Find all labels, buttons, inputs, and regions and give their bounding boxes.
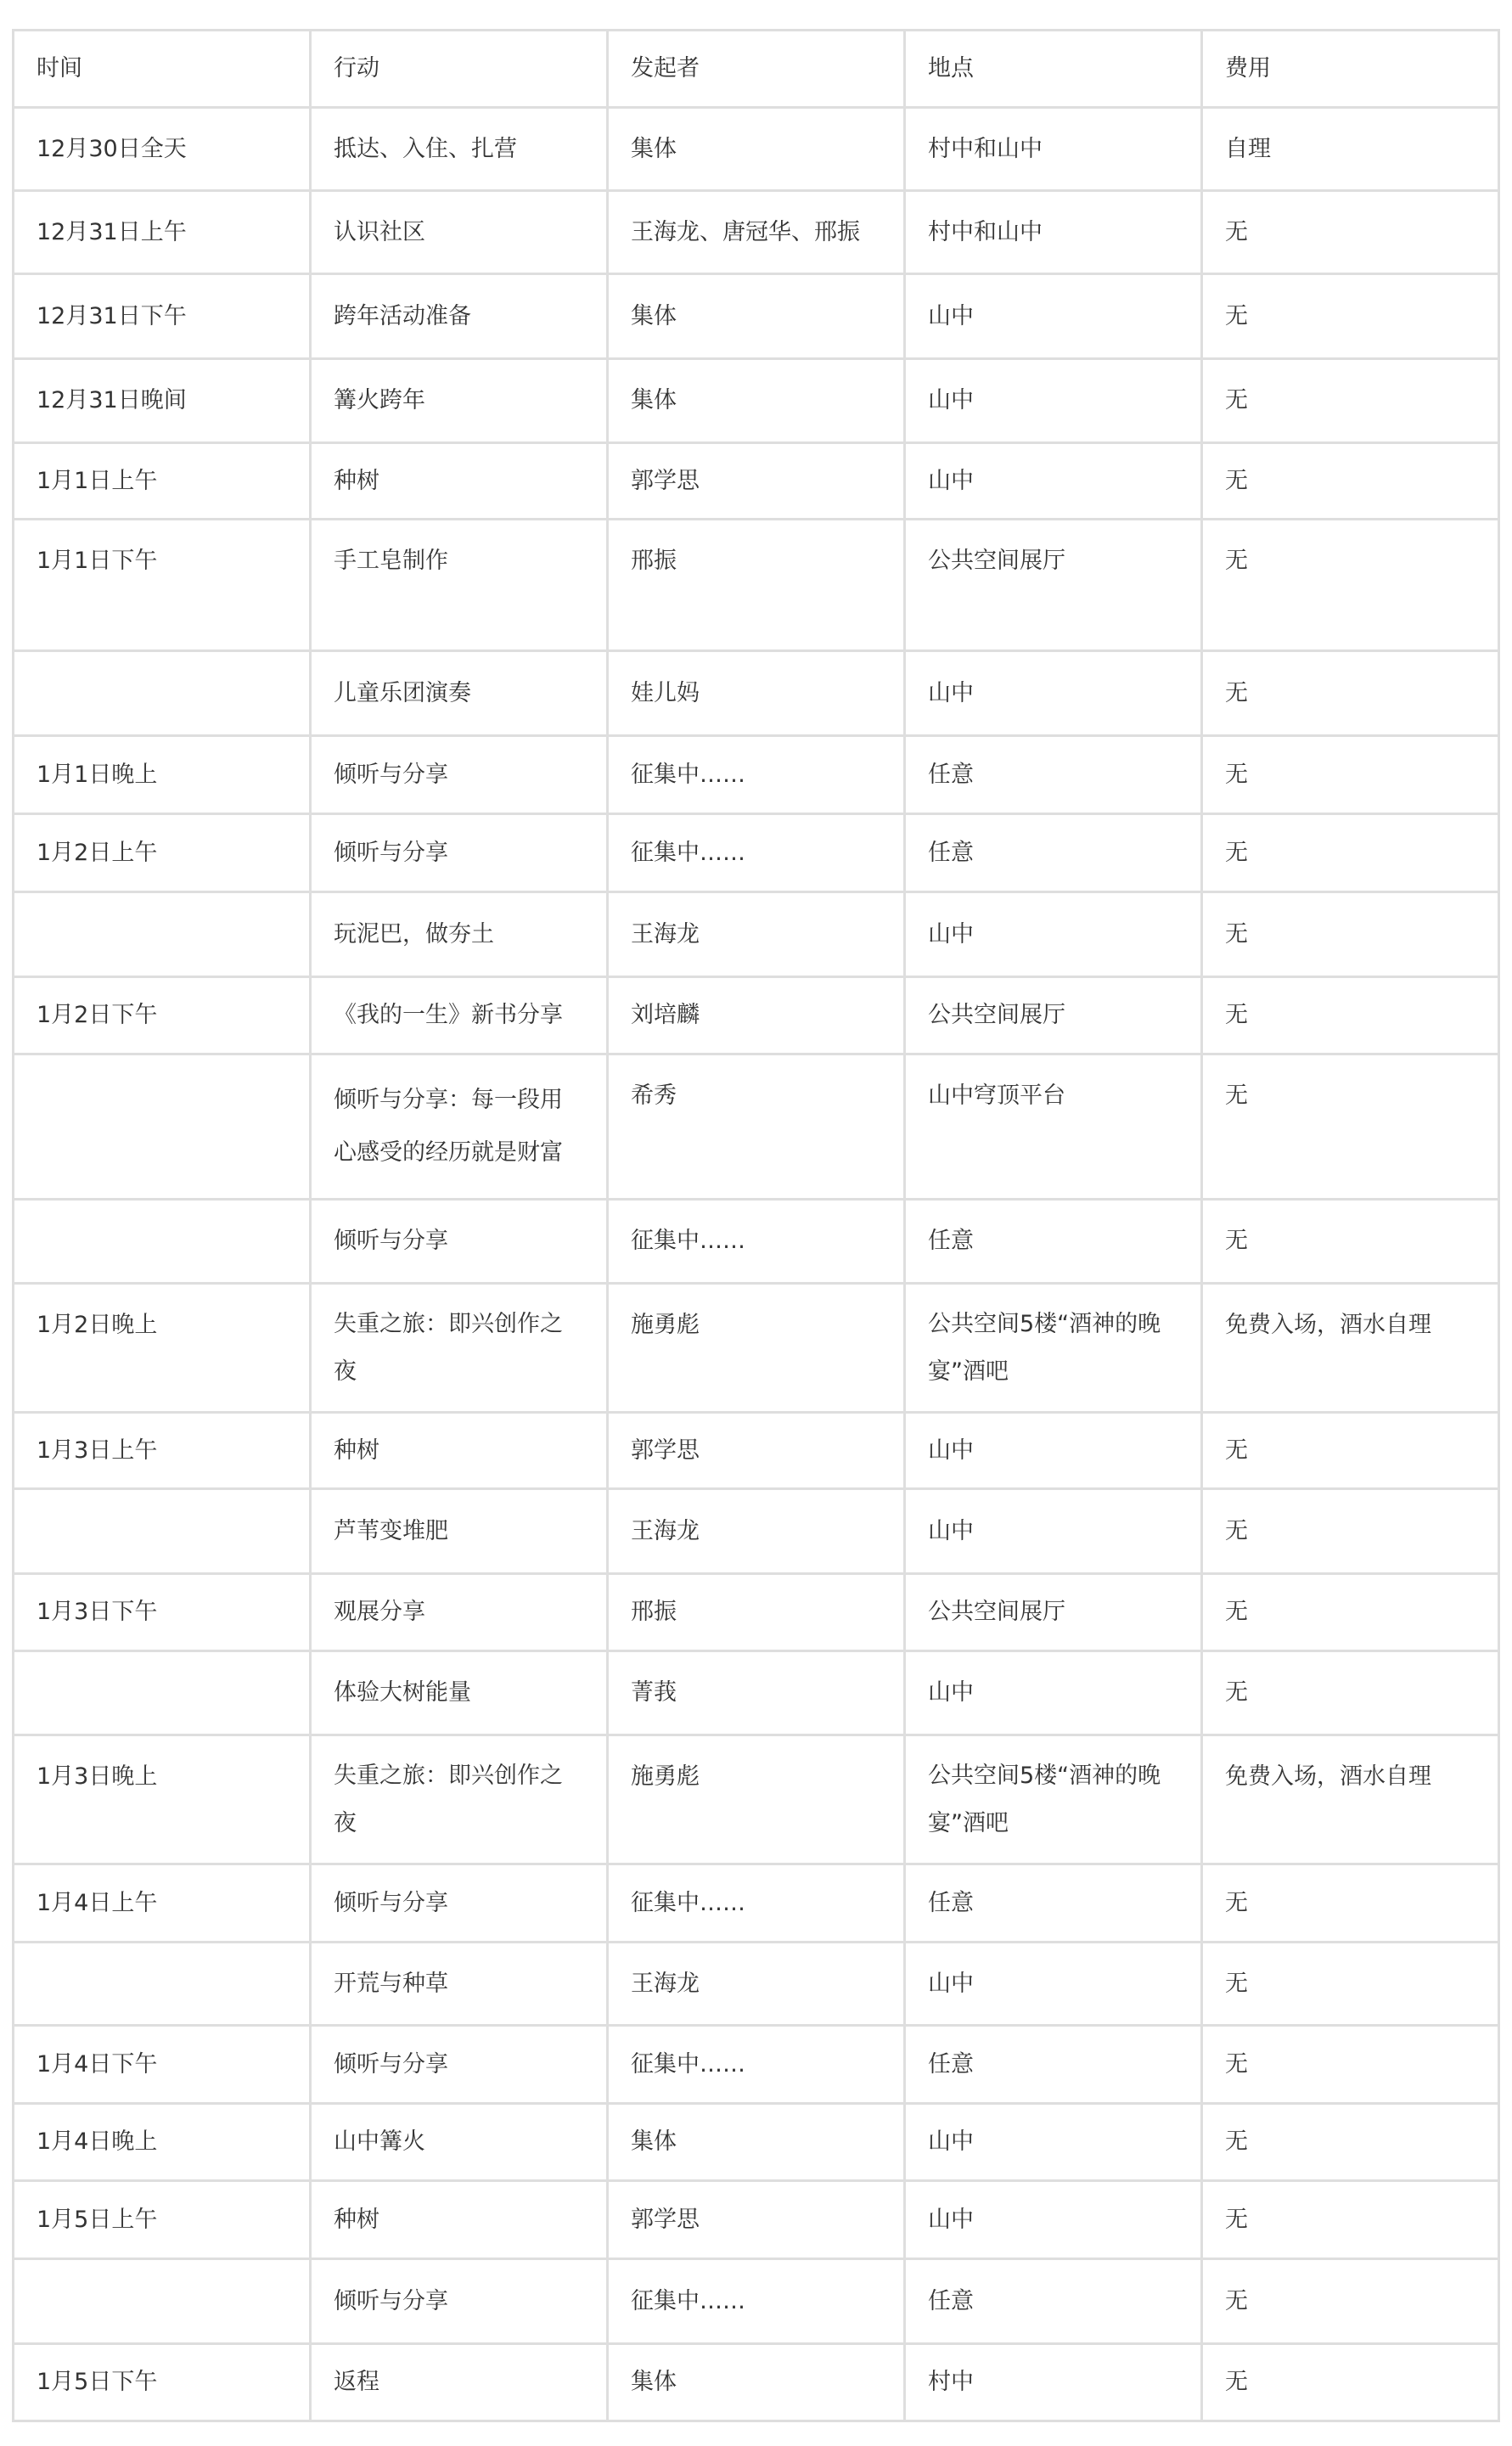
cell-location: 任意: [905, 1864, 1202, 1943]
cell-cost: 无: [1202, 892, 1499, 977]
cell-activity: 种树: [311, 2181, 608, 2259]
cell-activity: 失重之旅：即兴创作之夜: [311, 1735, 608, 1864]
cell-organizer: 施勇彪: [608, 1284, 905, 1413]
cell-cost: 无: [1202, 359, 1499, 443]
cell-location: 山中: [905, 892, 1202, 977]
cell-cost: 无: [1202, 1413, 1499, 1489]
cell-activity: 篝火跨年: [311, 359, 608, 443]
cell-time: 1月1日晚上: [14, 736, 311, 814]
cell-activity: 倾听与分享：每一段用心感受的经历就是财富: [311, 1054, 608, 1200]
cell-cost: 无: [1202, 736, 1499, 814]
cell-cost: 免费入场，酒水自理: [1202, 1284, 1499, 1413]
cell-activity: 倾听与分享: [311, 2026, 608, 2104]
cell-time: 1月3日上午: [14, 1413, 311, 1489]
cell-organizer: 集体: [608, 2104, 905, 2181]
cell-location: 任意: [905, 2026, 1202, 2104]
cell-location: 山中: [905, 443, 1202, 520]
cell-time: [14, 651, 311, 736]
table-row: [14, 1574, 1499, 1651]
cell-activity: 手工皂制作: [311, 520, 608, 651]
cell-activity: 倾听与分享: [311, 814, 608, 892]
cell-cost: 无: [1202, 651, 1499, 736]
cell-organizer: 集体: [608, 2344, 905, 2421]
cell-organizer: 王海龙、唐冠华、邢振: [608, 191, 905, 274]
cell-time: 1月3日晚上: [14, 1735, 311, 1864]
cell-time: 12月31日上午: [14, 191, 311, 274]
table-row: [14, 1489, 1499, 1574]
cell-cost: 无: [1202, 443, 1499, 520]
cell-activity: 观展分享: [311, 1574, 608, 1651]
cell-cost: 无: [1202, 1489, 1499, 1574]
cell-location: 任意: [905, 814, 1202, 892]
cell-time: 1月5日上午: [14, 2181, 311, 2259]
cell-organizer: 希秀: [608, 1054, 905, 1200]
cell-activity: 玩泥巴，做夯土: [311, 892, 608, 977]
table-row: [14, 892, 1499, 977]
table-row: [14, 1200, 1499, 1284]
cell-time: [14, 1651, 311, 1735]
cell-organizer: 施勇彪: [608, 1735, 905, 1864]
schedule-table: [12, 29, 1500, 2422]
cell-time: [14, 1200, 311, 1284]
cell-time: 1月2日上午: [14, 814, 311, 892]
cell-time: 1月2日下午: [14, 977, 311, 1054]
table-row: [14, 736, 1499, 814]
cell-organizer: 刘培麟: [608, 977, 905, 1054]
cell-time: [14, 1489, 311, 1574]
table-row: [14, 1413, 1499, 1489]
cell-cost: 无: [1202, 2104, 1499, 2181]
cell-time: 1月5日下午: [14, 2344, 311, 2421]
cell-cost: 无: [1202, 2026, 1499, 2104]
cell-cost: 无: [1202, 1054, 1499, 1200]
cell-activity: 认识社区: [311, 191, 608, 274]
cell-time: [14, 892, 311, 977]
cell-activity: 种树: [311, 1413, 608, 1489]
table-header-row: [14, 31, 1499, 108]
cell-time: 12月31日下午: [14, 274, 311, 359]
cell-activity: 倾听与分享: [311, 736, 608, 814]
cell-location: 公共空间5楼“酒神的晚宴”酒吧: [905, 1284, 1202, 1413]
table-row: [14, 274, 1499, 359]
table-row: [14, 191, 1499, 274]
cell-organizer: 集体: [608, 274, 905, 359]
table-row: [14, 814, 1499, 892]
cell-activity: 儿童乐团演奏: [311, 651, 608, 736]
table-row: [14, 2104, 1499, 2181]
cell-organizer: 征集中……: [608, 1864, 905, 1943]
cell-organizer: 征集中……: [608, 2259, 905, 2344]
cell-organizer: 郭学思: [608, 2181, 905, 2259]
table-row: [14, 977, 1499, 1054]
cell-cost: 无: [1202, 520, 1499, 651]
cell-location: 村中和山中: [905, 191, 1202, 274]
cell-location: 公共空间展厅: [905, 1574, 1202, 1651]
cell-activity: 体验大树能量: [311, 1651, 608, 1735]
table-row: [14, 108, 1499, 191]
table-row: [14, 520, 1499, 651]
cell-organizer: 郭学思: [608, 443, 905, 520]
cell-cost: 无: [1202, 1864, 1499, 1943]
cell-activity: 跨年活动准备: [311, 274, 608, 359]
cell-cost: 无: [1202, 2259, 1499, 2344]
cell-location: 任意: [905, 736, 1202, 814]
header-location: 地点: [905, 31, 1202, 108]
cell-cost: 无: [1202, 1574, 1499, 1651]
cell-cost: 无: [1202, 2344, 1499, 2421]
header-time: 时间: [14, 31, 311, 108]
cell-organizer: 邢振: [608, 520, 905, 651]
table-row: [14, 2026, 1499, 2104]
table-row: [14, 1054, 1499, 1200]
table-row: [14, 651, 1499, 736]
cell-organizer: 王海龙: [608, 892, 905, 977]
cell-cost: 无: [1202, 1943, 1499, 2026]
header-organizer: 发起者: [608, 31, 905, 108]
cell-activity: 芦苇变堆肥: [311, 1489, 608, 1574]
header-activity: 行动: [311, 31, 608, 108]
cell-cost: 无: [1202, 2181, 1499, 2259]
table-row: [14, 1864, 1499, 1943]
cell-activity: 倾听与分享: [311, 1864, 608, 1943]
cell-location: 公共空间5楼“酒神的晚宴”酒吧: [905, 1735, 1202, 1864]
cell-cost: 无: [1202, 814, 1499, 892]
cell-time: 1月4日下午: [14, 2026, 311, 2104]
cell-activity: 种树: [311, 443, 608, 520]
cell-activity: 倾听与分享: [311, 1200, 608, 1284]
cell-cost: 无: [1202, 274, 1499, 359]
cell-location: 山中穹顶平台: [905, 1054, 1202, 1200]
cell-location: 山中: [905, 274, 1202, 359]
cell-time: 1月4日晚上: [14, 2104, 311, 2181]
table-row: [14, 2344, 1499, 2421]
cell-location: 任意: [905, 2259, 1202, 2344]
cell-location: 山中: [905, 1413, 1202, 1489]
cell-organizer: 邢振: [608, 1574, 905, 1651]
cell-cost: 免费入场，酒水自理: [1202, 1735, 1499, 1864]
cell-organizer: 集体: [608, 108, 905, 191]
cell-time: 1月3日下午: [14, 1574, 311, 1651]
cell-location: 山中: [905, 359, 1202, 443]
cell-location: 村中: [905, 2344, 1202, 2421]
table-row: [14, 443, 1499, 520]
cell-organizer: 王海龙: [608, 1489, 905, 1574]
cell-activity: 抵达、入住、扎营: [311, 108, 608, 191]
cell-location: 山中: [905, 1489, 1202, 1574]
cell-time: 12月30日全天: [14, 108, 311, 191]
cell-location: 任意: [905, 1200, 1202, 1284]
cell-location: 山中: [905, 2104, 1202, 2181]
cell-organizer: 集体: [608, 359, 905, 443]
cell-activity: 开荒与种草: [311, 1943, 608, 2026]
cell-time: 1月4日上午: [14, 1864, 311, 1943]
cell-activity: 山中篝火: [311, 2104, 608, 2181]
table-row: [14, 359, 1499, 443]
cell-location: 村中和山中: [905, 108, 1202, 191]
cell-location: 山中: [905, 2181, 1202, 2259]
cell-cost: 无: [1202, 1200, 1499, 1284]
cell-time: [14, 2259, 311, 2344]
cell-location: 山中: [905, 651, 1202, 736]
cell-time: [14, 1054, 311, 1200]
cell-organizer: 王海龙: [608, 1943, 905, 2026]
cell-activity: 《我的一生》新书分享: [311, 977, 608, 1054]
cell-organizer: 郭学思: [608, 1413, 905, 1489]
cell-cost: 无: [1202, 191, 1499, 274]
cell-location: 山中: [905, 1651, 1202, 1735]
cell-organizer: 菁莪: [608, 1651, 905, 1735]
cell-time: 1月2日晚上: [14, 1284, 311, 1413]
cell-organizer: 征集中……: [608, 1200, 905, 1284]
cell-organizer: 征集中……: [608, 814, 905, 892]
cell-location: 山中: [905, 1943, 1202, 2026]
table-row: [14, 2259, 1499, 2344]
cell-cost: 自理: [1202, 108, 1499, 191]
cell-time: [14, 1943, 311, 2026]
cell-activity: 倾听与分享: [311, 2259, 608, 2344]
table-row: [14, 1735, 1499, 1864]
cell-location: 公共空间展厅: [905, 977, 1202, 1054]
cell-activity: 失重之旅：即兴创作之夜: [311, 1284, 608, 1413]
cell-time: 1月1日下午: [14, 520, 311, 651]
table-row: [14, 2181, 1499, 2259]
cell-cost: 无: [1202, 977, 1499, 1054]
table-row: [14, 1284, 1499, 1413]
header-cost: 费用: [1202, 31, 1499, 108]
table-row: [14, 1651, 1499, 1735]
cell-cost: 无: [1202, 1651, 1499, 1735]
cell-location: 公共空间展厅: [905, 520, 1202, 651]
cell-activity: 返程: [311, 2344, 608, 2421]
cell-time: 12月31日晚间: [14, 359, 311, 443]
cell-organizer: 娃儿妈: [608, 651, 905, 736]
table-row: [14, 1943, 1499, 2026]
cell-time: 1月1日上午: [14, 443, 311, 520]
cell-organizer: 征集中……: [608, 2026, 905, 2104]
cell-organizer: 征集中……: [608, 736, 905, 814]
